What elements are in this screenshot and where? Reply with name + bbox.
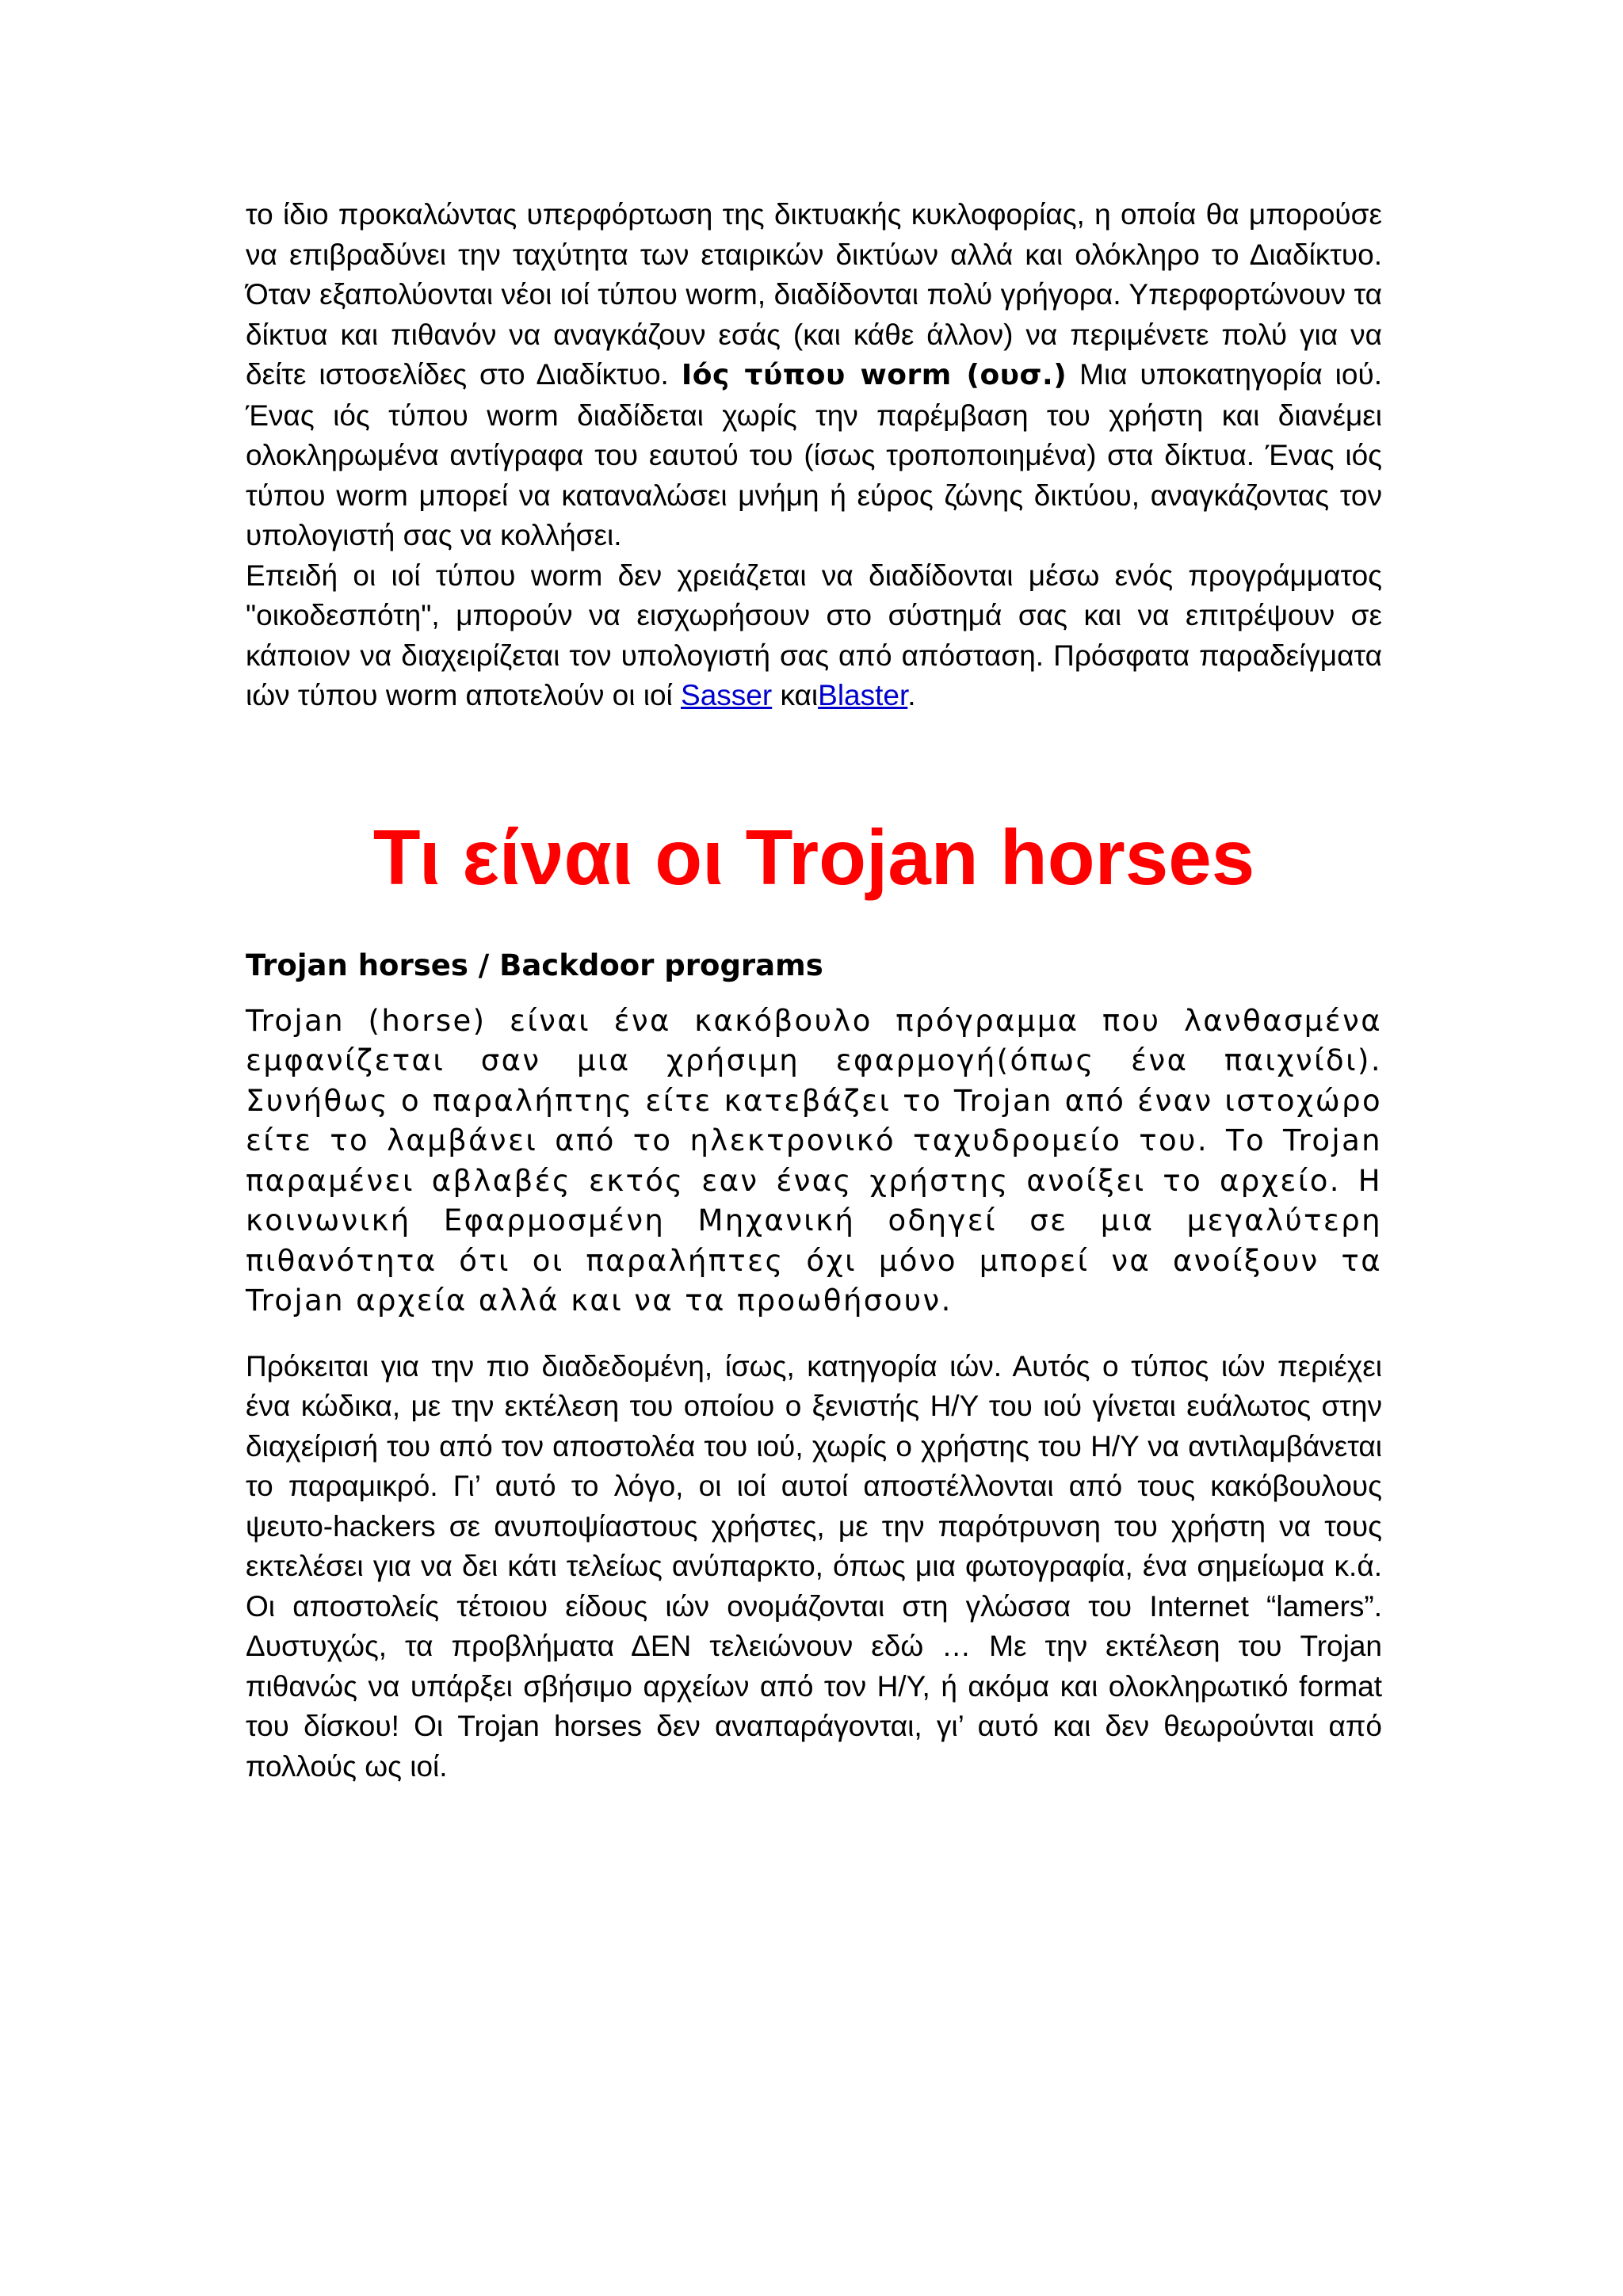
definition-term: Ιός τύπου worm (ουσ.) xyxy=(681,359,1067,391)
section-title: Τι είναι οι Trojan horses xyxy=(372,813,1255,901)
trojan-details-paragraph: Πρόκειται για την πιο διαδεδομένη, ίσως, κατηγορία ιών. Αυτός ο τύπος ιών περιέχει ένα κώδικα, με την εκτέλεση του οποίου ο ξενιστής Η/Υ του ιού γίνεται ευάλωτος στην διαχείρισή του από τον αποστολέα του ιού, χωρίς ο χρήστης του Η/Υ να αντιλαμβάνεται το παραμικρό. Γι’ αυτό το λόγο, οι ιοί αυτοί αποστέλλονται από τους κακόβουλους ψευτο-hackers σε ανυποψίαστους χρήστες, με την παρότρυνση του χρήστη να τους εκτελέσει για να δει κάτι τελείως ανύπαρκτο, όπως μια φωτογραφία, ένα σημείωμα κ.ά. Οι αποστολείς τέτοιου είδους ιών ονομάζονται στη γλώσσα του Internet “lamers”. Δυστυχώς, τα προβλήματα ΔΕΝ τελειώνουν εδώ … Με την εκτέλεση του Trojan πιθανώς να υπάρξει σβήσιμο αρχείων από τον Η/Υ, ή ακόμα και ολοκληρωτικό format του δίσκου! Οι Trojan horses δεν αναπαράγονται, γι’ αυτό και δεν θεωρούνται από πολλούς ως ιοί. xyxy=(246,1349,1382,1783)
definition-text: Μια υποκατηγορία ιού. Ένας ιός τύπου worm διαδίδεται χωρίς την παρέμβαση του χρήστη και διανέμει ολοκληρωμένα αντίγραφα του εαυτού του (ίσως τροποποιημένα) στα δίκτυα. Ένας ιός τύπου worm μπορεί να καταναλώσει μνήμη ή εύρος ζώνης δικτύου, αναγκάζοντας τον υπολογιστή σας να κολλήσει. xyxy=(246,358,1382,551)
worm-paragraph-end: . xyxy=(907,679,916,711)
blaster-link[interactable]: Blaster xyxy=(818,679,908,711)
sasser-link[interactable]: Sasser xyxy=(681,679,773,711)
worm-paragraph xyxy=(246,556,1382,716)
worm-paragraph-conjunction: και xyxy=(772,679,819,711)
worm-paragraph-text: Επειδή οι ιοί τύπου worm δεν χρειάζεται να διαδίδονται μέσω ενός προγράμματος "οικοδεσπότη", μπορούν να εισχωρήσουν στο σύστημά σας και να επιτρέψουν σε κάποιον να διαχειρίζεται τον υπολογιστή σας από απόσταση. Πρόσφατα παραδείγματα ιών τύπου worm αποτελούν οι ιοί xyxy=(246,559,1382,711)
section-subheading: Trojan horses / Backdoor programs xyxy=(246,948,823,982)
document-page xyxy=(246,195,1382,1787)
intro-paragraph xyxy=(246,195,1382,556)
trojan-definition-paragraph: Trojan (horse) είναι ένα κακόβουλο πρόγραμμα που λανθασμένα εμφανίζεται σαν μια χρήσιμη εφαρμογή(όπως ένα παιχνίδι). Συνήθως ο παραλήπτης είτε κατεβάζει το Trojan από έναν ιστοχώρο είτε το λαμβάνει από το ηλεκτρονικό ταχυδρομείο του. Το Trojan παραμένει αβλαβές εκτός εαν ένας χρήστης ανοίξει το αρχείο. Η κοινωνική Εφαρμοσμένη Μηχανική οδηγεί σε μια μεγαλύτερη πιθανότητα ότι οι παραλήπτες όχι μόνο μπορεί να ανοίξουν τα Trojan αρχεία αλλά και να τα προωθήσουν. xyxy=(246,1003,1382,1318)
intro-text: το ίδιο προκαλώντας υπερφόρτωση της δικτυακής κυκλοφορίας, η οποία θα μπορούσε να επιβραδύνει την ταχύτητα των εταιρικών δικτύων αλλά και ολόκληρο το Διαδίκτυο. Όταν εξαπολύονται νέοι ιοί τύπου worm, διαδίδονται πολύ γρήγορα. Υπερφορτώνουν τα δίκτυα και πιθανόν να αναγκάζουν εσάς (και κάθε άλλον) να περιμένετε πολύ για να δείτε ιστοσελίδες στο Διαδίκτυο. xyxy=(246,198,1382,391)
